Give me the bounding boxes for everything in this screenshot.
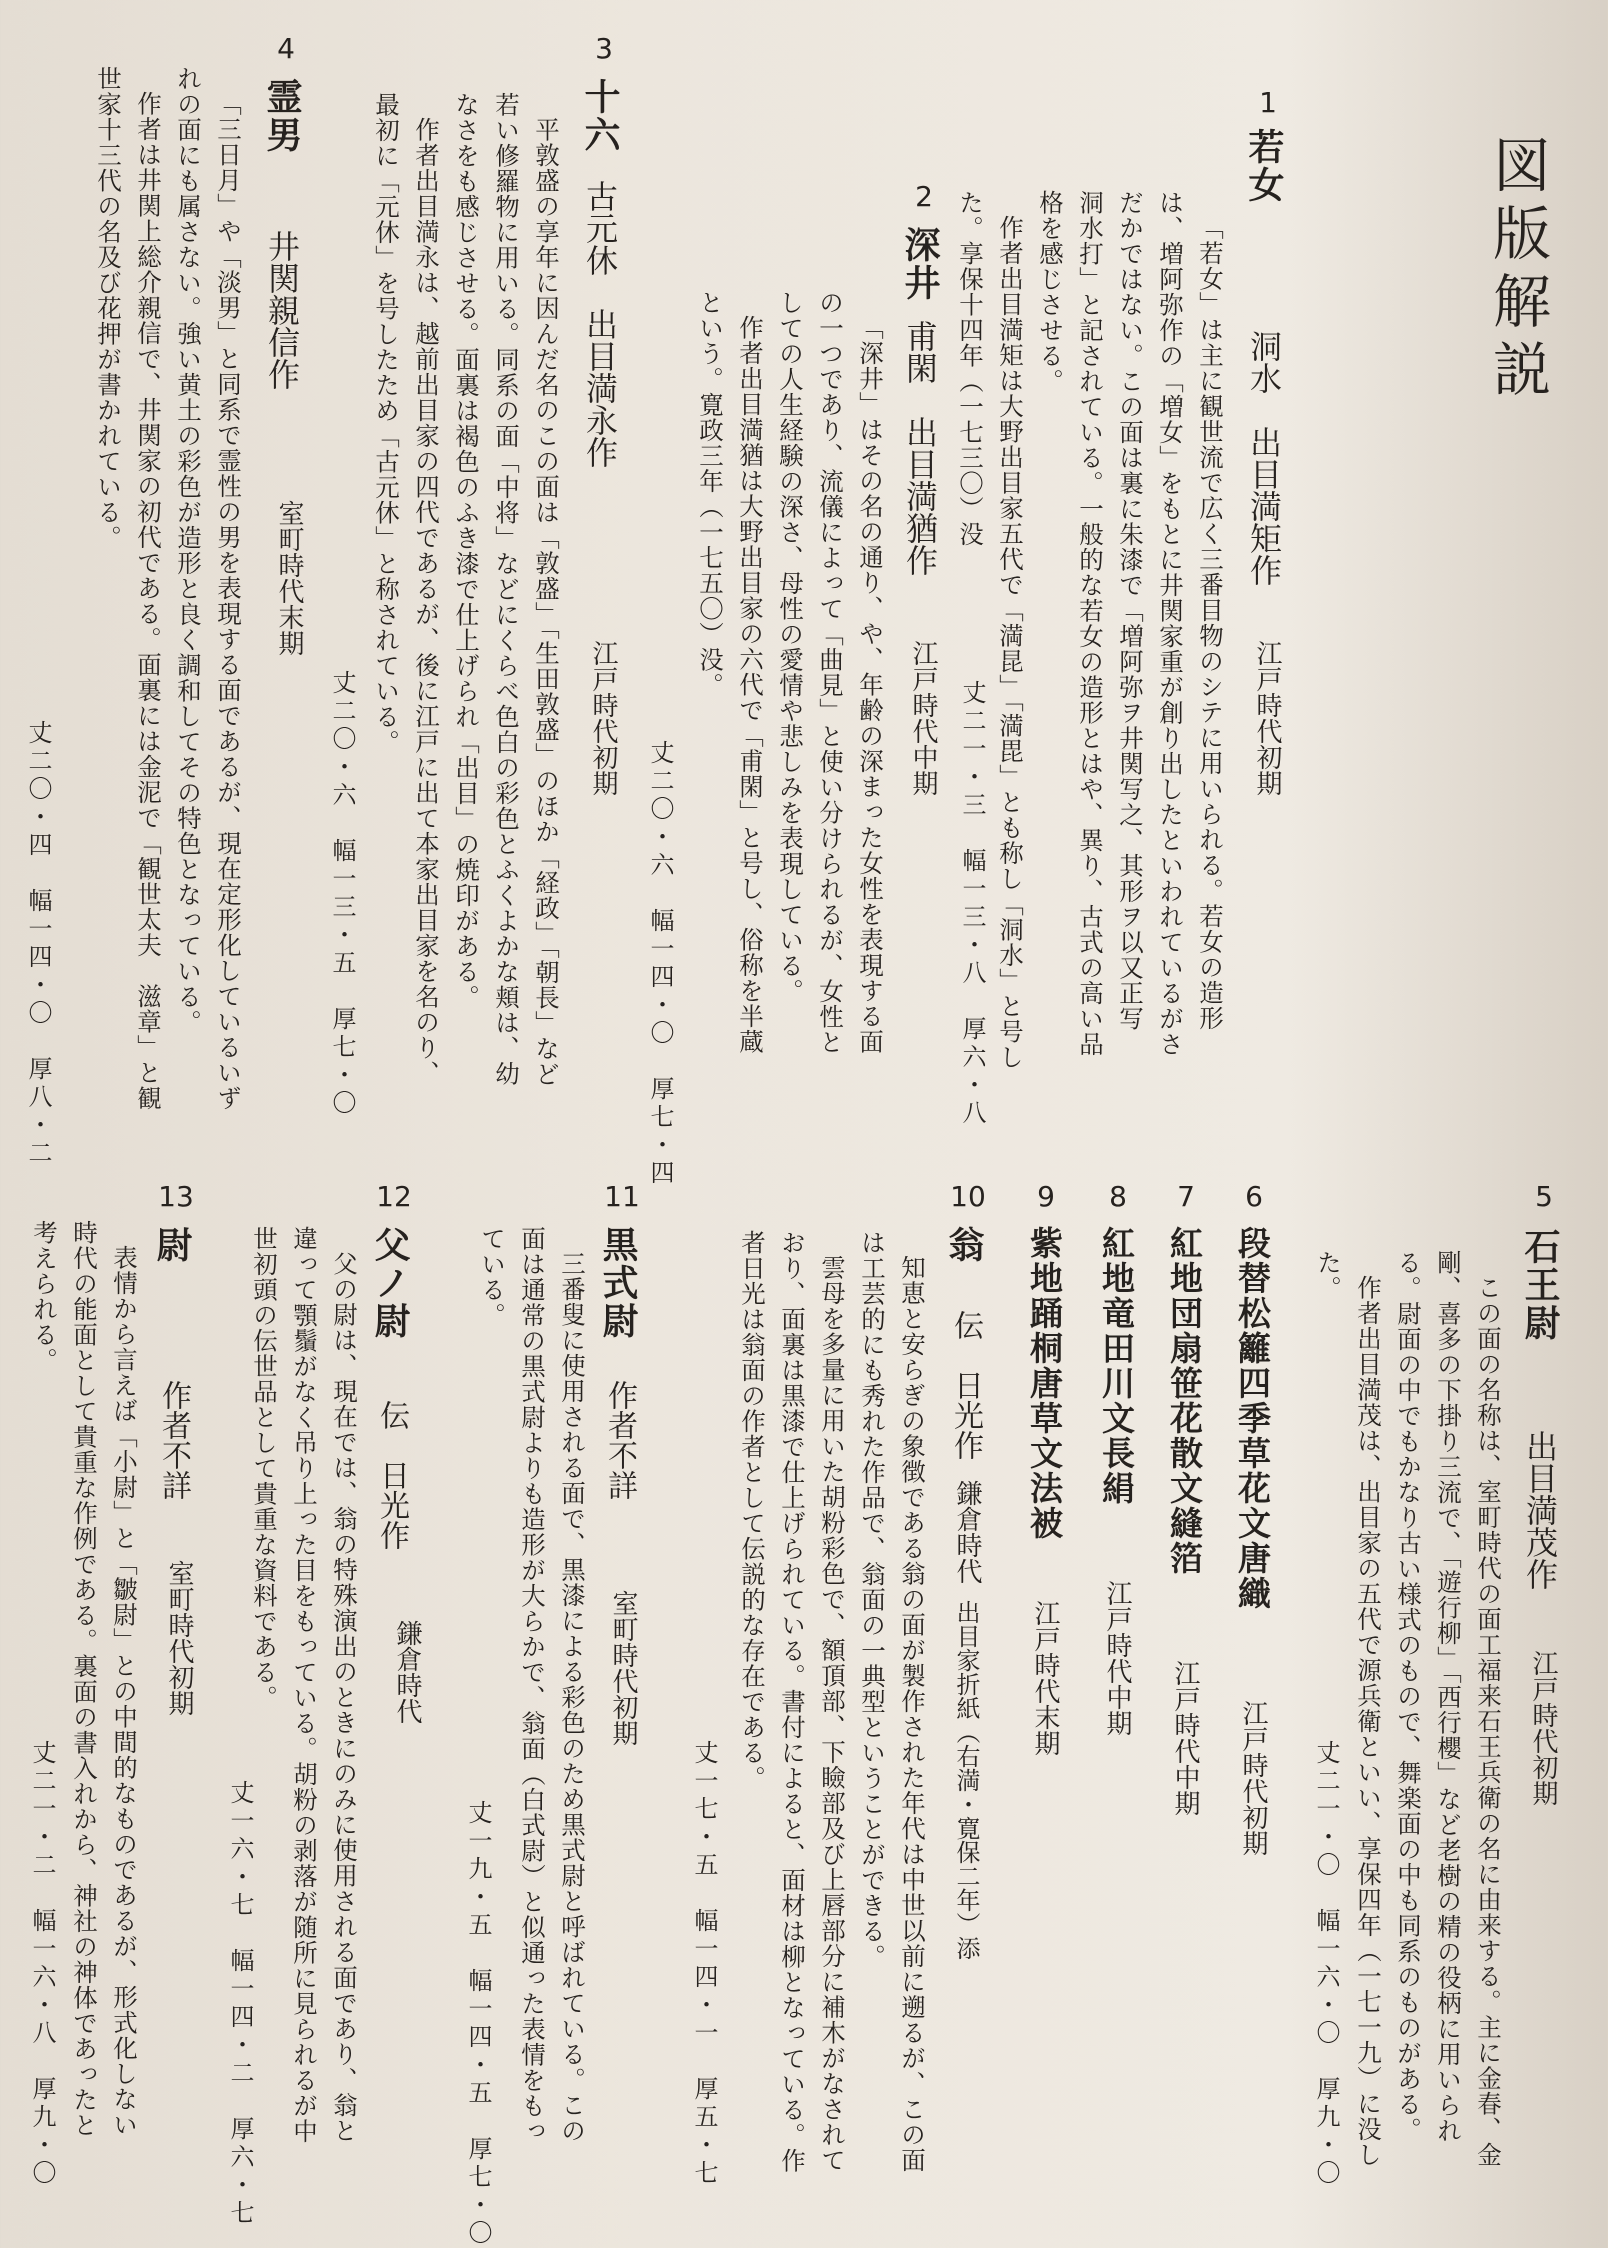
- entry-title: 石王尉: [1519, 1228, 1561, 1342]
- entry-paragraph: この面の名称は、室町時代の面工福来石王兵衛の名に由来する。主に金春、金剛、喜多の下掛り三流で、「遊行柳」「西行櫻」など老樹の精の役柄に用いられる。尉面の中でもかなり古い様式のもので、舞楽面の中も同系のものがある。: [1394, 1250, 1503, 2167]
- entry-paragraph: 父の尉は、現在では、翁の特殊演出のときにのみに使用される面であり、翁と違って顎鬚がなく吊り上った目をもっている。胡粉の剥落が随所に見られるが中世初頭の伝世品として貴重な資料である。: [250, 1226, 359, 2144]
- entry-period: 江戸時代末期: [1030, 1600, 1060, 1756]
- entry-title: 段替松籬四季草花文唐織: [1233, 1226, 1272, 1611]
- entry-title: 紫地踊桐唐草文法被: [1025, 1226, 1064, 1541]
- entry-number: 2: [915, 180, 933, 213]
- entry-period: 鎌倉時代: [392, 1620, 422, 1724]
- entry-period: 江戸時代初期: [1238, 1700, 1268, 1856]
- entry-body: [478, 1226, 592, 2156]
- entry-number: 6: [1245, 1180, 1263, 1213]
- entry-maker: 作者不詳: [602, 1380, 637, 1500]
- entry-period: 室町時代初期: [164, 1560, 194, 1716]
- entry-paragraph: 雲母を多量に用いた胡粉彩色で、額頂部、下瞼部及び上唇部分に補木がなされており、面裏は黒漆で仕上げられている。書付によると、面材は柳となっている。作者日光は翁面の作者として伝説的な存在である。: [738, 1230, 847, 2174]
- entry-body: [18, 66, 248, 1126]
- entry-body: [660, 290, 890, 1070]
- page-title: 図版解説: [1483, 135, 1551, 407]
- entry-number: 10: [950, 1180, 986, 1213]
- entry-title: 黒式尉: [597, 1226, 639, 1340]
- entry-body: [720, 1230, 932, 2180]
- entry-paragraph: 「三日月」や「淡男」と同系で霊性の男を表現する面であるが、現在定形化しているいずれの面にも属さない。強い黄土の彩色が造形と良く調和してその特色となっている。: [174, 66, 243, 1111]
- entry-paragraph: 作者出目満永は、越前出目家の四代であるが、後に江戸に出て本家出目家を名のり、最初に「元休」を号したため「古元休」と称されている。: [372, 92, 441, 1086]
- entry-body: [336, 92, 566, 1092]
- entry-number: 4: [277, 32, 295, 65]
- entry-period: 室町時代末期: [274, 500, 304, 656]
- entry-number: 12: [376, 1180, 412, 1213]
- entry-title: 若女: [1243, 128, 1285, 204]
- entry-title: 尉: [151, 1226, 193, 1264]
- entry-number: 13: [158, 1180, 194, 1213]
- entry-number: 1: [1259, 86, 1277, 119]
- entry-maker: 井関親信作: [263, 230, 301, 390]
- entry-dimensions: 丈二一・〇 幅一六・〇 厚九・〇: [1312, 1740, 1340, 2188]
- entry-paragraph: 知恵と安らぎの象徴である翁の面が製作された年代は中世以前に遡るが、この面は工芸的にも秀れた作品で、翁面の一典型ということができる。: [858, 1230, 927, 2173]
- entry-title: 深井: [899, 226, 941, 302]
- entry-maker: 伝 日光作: [374, 1400, 409, 1550]
- entry-title: 紅地団扇笹花散文縫箔: [1165, 1226, 1204, 1576]
- entry-maker: 古元休 出目満永作: [581, 180, 619, 468]
- entry-dimensions: 丈一九・五 幅一四・五 厚七・〇: [464, 1800, 492, 2248]
- entry-number: 11: [604, 1180, 640, 1213]
- entry-title: 霊男: [261, 78, 303, 154]
- entry-paragraph: 作者出目満茂は、出目家の五代で源兵衛といい、享保四年（一七一九）に没した。: [1314, 1250, 1383, 2167]
- entry-dimensions: 丈二〇・六 幅一三・五 厚七・〇: [328, 670, 356, 1118]
- entry-period: 江戸時代中期: [908, 640, 938, 796]
- entry-period: 江戸時代初期: [588, 640, 618, 796]
- entry-dimensions: 丈一六・七 幅一四・二 厚六・七: [226, 1780, 254, 2228]
- entry-paragraph: 「若女」は主に観世流で広く三番目物のシテに用いられる。若女の造形は、増阿弥作の「増女」をもとに井関家重が創り出したといわれているがさだかではない。この面は裏に朱漆で「増阿弥ヲ井関写之、其形ヲ以又正写 洞水打」と記されている。一般的な若女の造形とはや、異り、古式の高い品格を感じさせる。: [1036, 190, 1225, 1057]
- entry-period: 江戸時代中期: [1170, 1660, 1200, 1816]
- entry-dimensions: 丈二〇・四 幅一四・〇 厚八・二: [24, 720, 52, 1168]
- entry-maker: 甫閑 出目満猶作: [901, 320, 939, 576]
- entry-paragraph: 作者は井関上総介親信で、井関家の初代である。面裏には金泥で「観世太夫 滋章」と観世家十三代の名及び花押が書かれている。: [94, 66, 163, 1111]
- entry-number: 5: [1535, 1180, 1553, 1213]
- entry-paragraph: 作者出目満猶は大野出目家の六代で「甫閑」と号し、俗称を半蔵という。寛政三年（一七五〇）没。: [696, 290, 765, 1054]
- entry-period: 江戸時代初期: [1252, 640, 1282, 796]
- entry-title: 紅地竜田川文長絹: [1097, 1226, 1136, 1506]
- entry-maker: 出目満茂作: [1521, 1430, 1559, 1590]
- entry-number: 7: [1177, 1180, 1195, 1213]
- entry-body: [236, 1226, 364, 2156]
- entry-paragraph: 作者出目満矩は大野出目家五代で「満昆」「満毘」とも称し「洞水」と号した。享保十四年（一七三〇）没: [956, 190, 1025, 1070]
- entry-paragraph: 「深井」はその名の通り、や、年齢の深まった女性を表現する面の一つであり、流儀によって「曲見」と使い分けられるが、女性としての人生経験の深さ、母性の愛情や悲しみを表現している。: [776, 290, 885, 1055]
- entry-number: 3: [595, 32, 613, 65]
- entry-maker: 伝 日光作: [948, 1310, 983, 1460]
- entry-paragraph: 平敦盛の享年に因んだ名のこの面は「敦盛」「生田敦盛」のほか「経政」「朝長」など若い修羅物に用いる。同系の面「中将」などにくらべ色白の彩色とふくよかな頬は、幼なさをも感じさせる。面裏は褐色のふき漆で仕上げられ「出目」の焼印がある。: [452, 92, 561, 1087]
- entry-period: 江戸時代初期: [1528, 1650, 1558, 1806]
- entry-number: 9: [1037, 1180, 1055, 1213]
- entry-period: 鎌倉時代: [952, 1480, 982, 1584]
- entry-dimensions: 丈二一・三 幅一三・八 厚六・八: [958, 680, 986, 1128]
- entry-maker: 作者不詳: [156, 1380, 191, 1500]
- entry-dimensions: 丈二一・二 幅一六・八 厚九・〇: [28, 1740, 56, 2188]
- entry-paragraph: 表情から言えば「小尉」と「皺尉」との中間的なものであるが、形式化しない時代の能面として貴重な作例である。裏面の書入れから、神社の神体であったと考えられる。: [30, 1220, 139, 2138]
- entry-title: 父ノ尉: [369, 1226, 411, 1340]
- entry-maker: 洞水 出目満矩作: [1245, 330, 1283, 586]
- entry-title: 十六: [579, 78, 621, 154]
- entry-number: 8: [1109, 1180, 1127, 1213]
- entry-period: 江戸時代中期: [1102, 1580, 1132, 1736]
- entry-dimensions: 丈一七・五 幅一四・一 厚五・七: [690, 1740, 718, 2188]
- entry-paragraph: 三番叟に使用される面で、黒漆による彩色のため黒式尉と呼ばれている。この面は通常の黒式尉よりも造形が大らかで、翁面（白式尉）と似通った表情をもっている。: [478, 1226, 587, 2144]
- entry-note: 出目家折紙（右満・寛保二年）添: [952, 1600, 980, 1960]
- entry-title: 翁: [943, 1226, 985, 1264]
- entry-period: 室町時代初期: [608, 1590, 638, 1746]
- entry-dimensions: 丈二〇・六 幅一四・〇 厚七・四: [646, 740, 674, 1188]
